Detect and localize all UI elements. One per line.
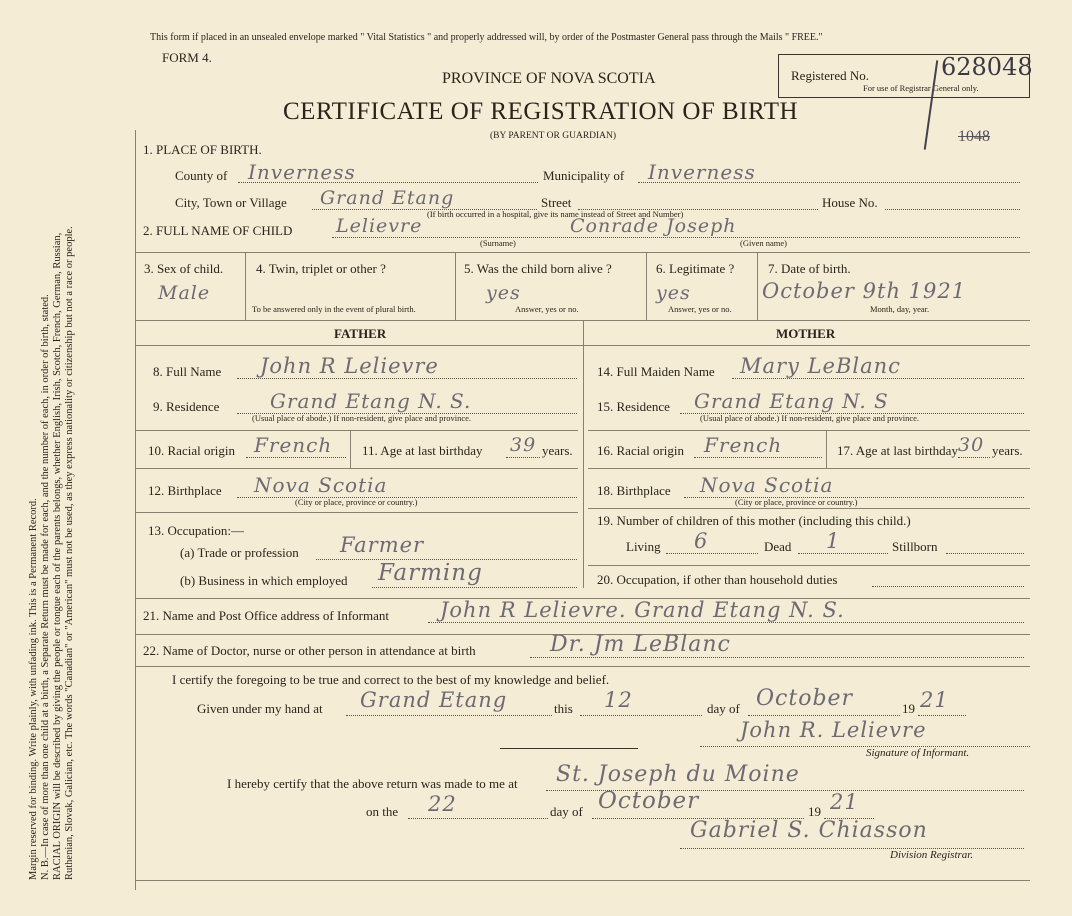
father-business-label: (b) Business in which employed: [180, 573, 348, 588]
margin-instructions: [28, 20, 75, 880]
page-subtitle: (BY PARENT OR GUARDIAN): [490, 131, 617, 141]
given-year-value: 21: [920, 688, 949, 712]
sex-label: 3. Sex of child.: [144, 261, 224, 276]
return-year-value: 21: [830, 790, 859, 814]
county-value: Inverness: [248, 160, 356, 184]
alive-note: Answer, yes or no.: [515, 304, 579, 314]
form-number: FORM 4.: [162, 50, 212, 65]
this-label: this: [554, 701, 573, 716]
hospital-note: (If birth occurred in a hospital, give its name instead of Street and Number): [427, 209, 684, 219]
child-name-label: 2. FULL NAME OF CHILD: [143, 223, 293, 238]
alive-label: 5. Was the child born alive ?: [464, 261, 612, 276]
mother-res-value: Grand Etang N. S: [694, 389, 889, 413]
legit-value: yes: [656, 282, 691, 304]
mother-age-value: 30: [958, 434, 985, 456]
legit-label: 6. Legitimate ?: [656, 261, 735, 276]
left-border-rule: [135, 130, 136, 890]
father-name-label: 8. Full Name: [153, 364, 222, 379]
alive-value: yes: [486, 282, 521, 304]
province-heading: PROVINCE OF NOVA SCOTIA: [442, 70, 656, 87]
father-name-value: John R Lelievre: [260, 354, 439, 378]
registrar-note: For use of Registrar General only.: [863, 83, 979, 93]
given-under-label: Given under my hand at: [197, 701, 323, 716]
father-age-unit: years.: [542, 443, 573, 458]
surname-caption: (Surname): [480, 238, 516, 248]
given-caption: (Given name): [740, 238, 787, 248]
stamp-number: 1048: [958, 128, 990, 145]
return-year-prefix: 19: [808, 804, 821, 819]
mother-res-label: 15. Residence: [597, 399, 670, 414]
dead-label: Dead: [764, 539, 792, 554]
mother-children-label: 19. Number of children of this mother (including this child.): [597, 513, 911, 528]
father-res-value: Grand Etang N. S.: [270, 389, 472, 413]
child-given-name: Conrade Joseph: [570, 215, 737, 237]
margin-line-2: N. B.—In case of more than one child at a birth, a Separate Return must be made for each, and the number of each, in order of birth, stated.: [40, 294, 51, 880]
legit-note: Answer, yes or no.: [668, 304, 732, 314]
date-label: 7. Date of birth.: [768, 261, 851, 276]
return-month-value: October: [598, 788, 700, 814]
mother-name-label: 14. Full Maiden Name: [597, 364, 715, 379]
on-the-label: on the: [366, 804, 399, 819]
mother-age-unit: years.: [992, 443, 1023, 458]
child-surname: Lelievre: [336, 215, 423, 237]
informant-value: John R Lelievre. Grand Etang N. S.: [440, 598, 845, 622]
mother-age-label: 17. Age at last birthday: [837, 443, 958, 458]
city-value: Grand Etang: [320, 187, 455, 209]
place-heading: 1. PLACE OF BIRTH.: [143, 142, 262, 157]
mother-res-note: (Usual place of abode.) If non-resident, give place and province.: [700, 413, 920, 423]
living-label: Living: [626, 539, 661, 554]
mother-birth-value: Nova Scotia: [700, 473, 834, 497]
registered-label: Registered No.: [791, 68, 869, 83]
father-race-value: French: [254, 433, 333, 457]
father-trade-label: (a) Trade or profession: [180, 545, 299, 560]
given-year-prefix: 19: [902, 701, 915, 716]
margin-line-3: RACIAL ORIGIN will be described by giving the people or tongue each of the parents belongs, whether English, Irish, Scotch, French, German, Russian,: [52, 232, 63, 880]
given-place-value: Grand Etang: [360, 688, 508, 712]
certify-statement: I certify the foregoing to be true and correct to the best of my knowledge and belief.: [172, 672, 610, 687]
father-race-label: 10. Racial origin: [148, 443, 236, 458]
municipality-value: Inverness: [648, 160, 756, 184]
stillborn-label: Stillborn: [892, 539, 938, 554]
informant-label: 21. Name and Post Office address of Informant: [143, 608, 389, 623]
street-label: Street: [541, 195, 572, 210]
twin-note: To be answered only in the event of plural birth.: [252, 304, 416, 314]
mother-occupation-label: 20. Occupation, if other than household duties: [597, 572, 838, 587]
mother-name-value: Mary LeBlanc: [740, 354, 901, 378]
return-place-value: St. Joseph du Moine: [556, 762, 800, 787]
return-day-value: 22: [428, 792, 457, 816]
dead-value: 1: [826, 529, 841, 553]
father-res-label: 9. Residence: [153, 399, 220, 414]
date-note: Month, day, year.: [870, 304, 930, 314]
father-age-value: 39: [510, 434, 537, 456]
postal-note: This form if placed in an unsealed envelope marked " Vital Statistics " and properly addressed will, by order of the Postmaster General pass through the Mails " FREE.": [150, 32, 823, 43]
living-value: 6: [694, 529, 709, 553]
father-res-note: (Usual place of abode.) If non-resident, give place and province.: [252, 413, 472, 423]
father-occ-label: 13. Occupation:—: [148, 523, 245, 538]
registrar-signature: Gabriel S. Chiasson: [690, 818, 928, 843]
mother-race-value: French: [704, 433, 783, 457]
father-heading: FATHER: [334, 326, 387, 341]
father-birth-note: (City or place, province or country.): [295, 497, 418, 507]
return-label: I hereby certify that the above return was made to me at: [227, 776, 518, 791]
informant-signature: John R. Lelievre: [740, 718, 927, 742]
signature-caption: Signature of Informant.: [866, 747, 970, 759]
margin-line-4: Ruthenian, Slovak, Galician, etc. The words "Canadian" or "American" must not be used, as they express nationality or citizenship but not a race or people.: [64, 226, 75, 880]
mother-birth-note: (City or place, province or country.): [735, 497, 858, 507]
city-label: City, Town or Village: [175, 195, 287, 210]
doctor-label: 22. Name of Doctor, nurse or other person in attendance at birth: [143, 643, 476, 658]
page-title: CERTIFICATE OF REGISTRATION OF BIRTH: [283, 98, 799, 125]
father-birth-value: Nova Scotia: [254, 473, 388, 497]
father-trade-value: Farmer: [340, 533, 425, 557]
father-business-value: Farming: [378, 560, 483, 586]
father-birth-label: 12. Birthplace: [148, 483, 222, 498]
doctor-value: Dr. Jm LeBlanc: [550, 632, 731, 657]
mother-birth-label: 18. Birthplace: [597, 483, 671, 498]
given-day-of-label: day of: [707, 701, 740, 716]
registration-box: [778, 53, 1033, 98]
return-day-of-label: day of: [550, 804, 583, 819]
twin-label: 4. Twin, triplet or other ?: [256, 261, 386, 276]
county-label: County of: [175, 168, 228, 183]
date-value: October 9th 1921: [762, 279, 967, 303]
registered-value: 628048: [941, 53, 1033, 81]
mother-heading: MOTHER: [776, 326, 836, 341]
margin-line-1: Margin reserved for binding. Write plainly, with unfading ink. This is a Permanent Record.: [28, 498, 39, 880]
mother-race-label: 16. Racial origin: [597, 443, 685, 458]
registrar-caption: Division Registrar.: [890, 849, 974, 861]
sex-value: Male: [158, 282, 211, 304]
father-age-label: 11. Age at last birthday: [362, 443, 483, 458]
house-label: House No.: [822, 195, 878, 210]
municipality-label: Municipality of: [543, 168, 625, 183]
given-month-value: October: [756, 686, 854, 711]
given-day-value: 12: [604, 688, 633, 712]
